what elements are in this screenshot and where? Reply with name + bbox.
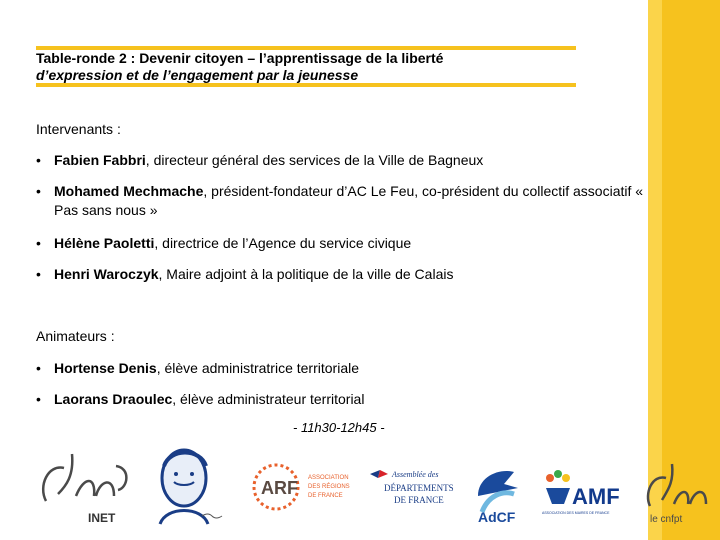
speaker-role: , directrice de l’Agence du service civique [154, 235, 412, 251]
inet-logo-text: INET [88, 511, 116, 525]
host-item [36, 390, 648, 409]
arf-logo [246, 462, 358, 512]
speaker-role: , président-fondateur d’AC Le Feu, co-président du collectif associatif « Pas sans nous » [54, 183, 644, 218]
host-name: Hortense Denis [54, 360, 157, 376]
speaker-item [36, 151, 648, 170]
inet-logo [36, 446, 136, 526]
speaker-role: , Maire adjoint à la politique de la ville de Calais [158, 266, 454, 282]
adf-logo [364, 464, 468, 514]
adf-line-2: DÉPARTEMENTS [384, 483, 454, 493]
bullet-dot: • [36, 152, 41, 168]
arf-line-1: ASSOCIATION [308, 475, 349, 481]
arf-line-2: DES RÉGIONS [308, 484, 350, 490]
side-accent-highlight [648, 0, 662, 540]
arf-line-3: DE FRANCE [308, 493, 343, 499]
amf-sub: ASSOCIATION DES MAIRES DE FRANCE [542, 511, 610, 515]
cnfpt-logo [644, 460, 712, 530]
host-item [36, 359, 648, 378]
adf-line-1: Assemblée des [392, 470, 439, 479]
session-time: - 11h30-12h45 - [293, 420, 385, 435]
speakers-heading-label: Intervenants [36, 121, 114, 137]
host-role: , élève administrateur territorial [172, 391, 365, 407]
hosts-heading-label: Animateurs [36, 328, 107, 344]
speaker-name: Henri Waroczyk [54, 266, 159, 282]
speaker-item [36, 265, 648, 284]
hosts-heading-colon: : [106, 328, 115, 344]
speakers-heading [36, 121, 121, 137]
speaker-name: Hélène Paoletti [54, 235, 155, 251]
bullet-dot: • [36, 266, 41, 282]
speaker-item [36, 234, 648, 253]
adcf-text: AdCF [478, 509, 516, 525]
speakers-heading-colon: : [113, 121, 121, 137]
host-name: Laorans Draoulec [54, 391, 173, 407]
portrait-photo [150, 444, 230, 528]
title-line-1: Table-ronde 2 : Devenir citoyen – l’apprentissage de la liberté [36, 50, 444, 66]
slide-title [36, 50, 556, 84]
bullet-dot: • [36, 183, 41, 199]
amf-text: AMF [572, 484, 620, 509]
adf-line-3: DE FRANCE [394, 495, 444, 505]
title-line-2: d’expression et de l’engagement par la jeunesse [36, 67, 359, 83]
speaker-item [36, 182, 648, 220]
bullet-dot: • [36, 391, 41, 407]
host-role: , élève administratrice territoriale [156, 360, 359, 376]
speaker-name: Mohamed Mechmache [54, 183, 204, 199]
speaker-name: Fabien Fabbri [54, 152, 146, 168]
bullet-dot: • [36, 235, 41, 251]
speaker-role: , directeur général des services de la Ville de Bagneux [145, 152, 484, 168]
arf-mark: ARF [261, 478, 298, 498]
bullet-dot: • [36, 360, 41, 376]
title-rule-bottom [36, 83, 576, 87]
adcf-logo [474, 466, 540, 526]
hosts-heading [36, 328, 115, 344]
amf-logo [540, 468, 640, 518]
cnfpt-text: le cnfpt [650, 514, 683, 525]
